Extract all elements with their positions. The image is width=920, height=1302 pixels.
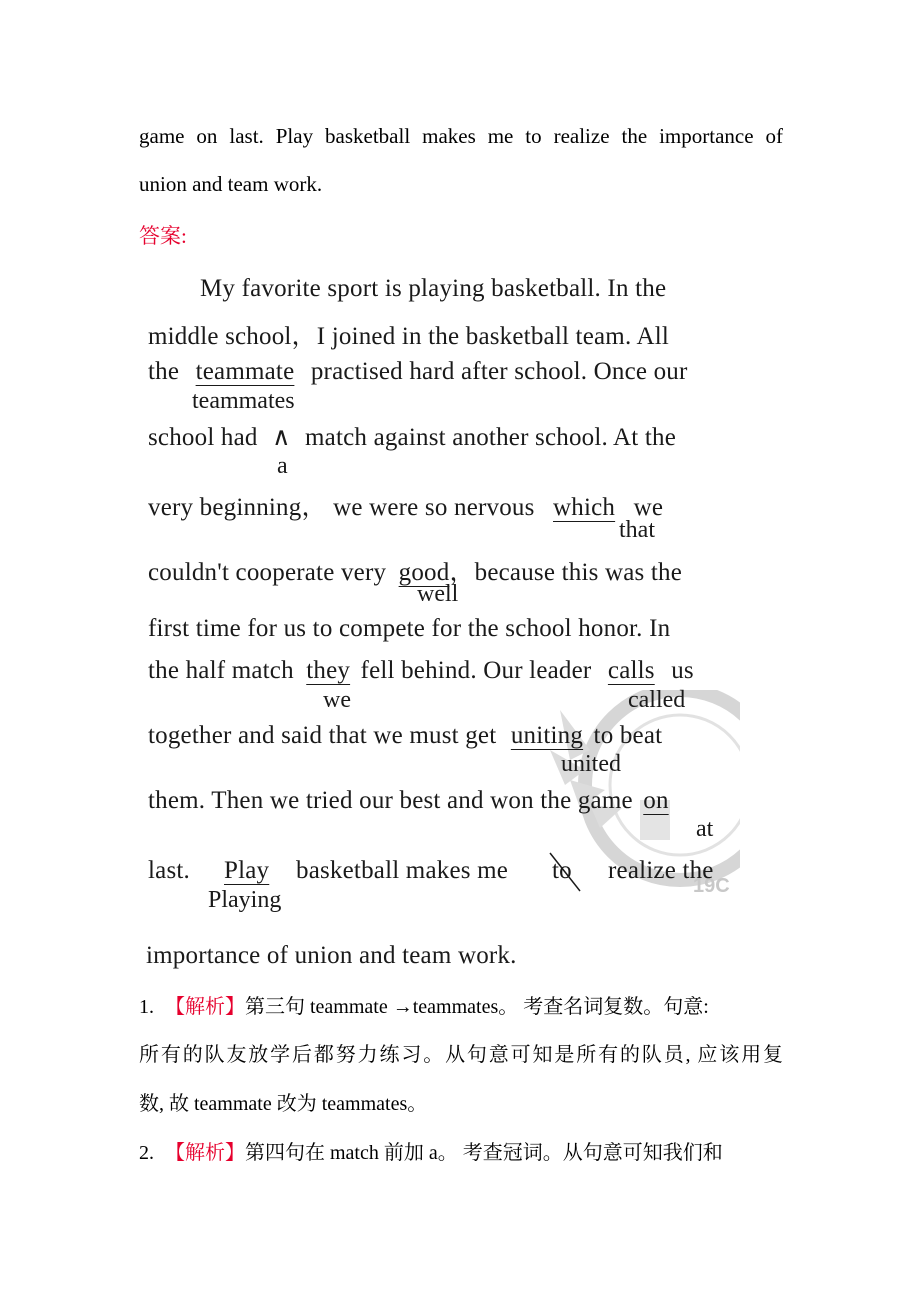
passage-line-2: middle school，I joined in the basketball team. All bbox=[148, 323, 670, 350]
correction-3: that bbox=[619, 517, 655, 543]
intro-line-1: game on last. Play basketball makes me to realize the importance of bbox=[139, 124, 783, 148]
explanation-tag: 【解析】 bbox=[165, 996, 245, 1018]
explanation-text: 第三句 teammate →teammates。 考查名词复数。句意: bbox=[245, 996, 709, 1018]
passage-text: the half match bbox=[148, 657, 294, 684]
passage-text: basketball makes me bbox=[296, 857, 509, 884]
correction-9: Playing bbox=[208, 887, 282, 913]
passage-text: couldn't cooperate very bbox=[148, 559, 387, 586]
passage-text: match against another school. At the bbox=[305, 424, 677, 451]
passage-text: we bbox=[633, 494, 664, 521]
explanation-number: 2. bbox=[139, 1142, 154, 1164]
deleted-word bbox=[552, 857, 572, 885]
error-word: uniting bbox=[510, 722, 584, 749]
correction-8: at bbox=[696, 816, 714, 842]
strike-slash-icon bbox=[546, 851, 590, 897]
error-word: teammate bbox=[195, 358, 295, 385]
passage-text: fell behind. Our leader bbox=[360, 657, 592, 684]
error-word: good bbox=[398, 559, 450, 586]
passage-line-12: importance of union and team work. bbox=[146, 942, 517, 969]
correction-1: teammates bbox=[192, 388, 295, 414]
passage-line-10 bbox=[148, 787, 669, 815]
passage-text: last. bbox=[148, 857, 190, 884]
passage-text: realize the bbox=[608, 857, 714, 884]
correction-5: we bbox=[323, 687, 351, 713]
svg-text:19C: 19C bbox=[693, 875, 730, 897]
passage-text: school had bbox=[148, 424, 258, 451]
passage-line-9 bbox=[148, 722, 662, 750]
passage-text: practised hard after school. Once our bbox=[310, 358, 688, 385]
intro-line-2: union and team work. bbox=[139, 172, 323, 196]
error-word: on bbox=[643, 787, 669, 814]
error-word: Play bbox=[224, 857, 270, 884]
error-word: they bbox=[306, 657, 351, 684]
passage-line-7: first time for us to compete for the school honor. In bbox=[148, 615, 671, 642]
passage-text: to beat bbox=[593, 722, 663, 749]
explanation-number: 1. bbox=[139, 996, 154, 1018]
answer-label: 答案: bbox=[139, 224, 187, 248]
correction-2: a bbox=[277, 453, 288, 479]
error-word: calls bbox=[607, 657, 655, 684]
passage-text: them. Then we tried our best and won the game bbox=[148, 787, 633, 814]
passage-line-1: My favorite sport is playing basketball. In the bbox=[200, 275, 667, 302]
insert-caret: ∧ bbox=[272, 424, 291, 451]
correction-7: united bbox=[561, 751, 621, 777]
passage-text: us bbox=[671, 657, 694, 684]
passage-text: the bbox=[148, 358, 180, 385]
deleted-word-text: to bbox=[552, 857, 572, 884]
error-word: which bbox=[553, 494, 616, 521]
correction-6: called bbox=[628, 687, 686, 713]
passage-line-3 bbox=[148, 358, 688, 386]
correction-4: well bbox=[417, 581, 459, 607]
passage-line-4 bbox=[148, 422, 676, 452]
passage-text: together and said that we must get bbox=[148, 722, 497, 749]
passage-line-11 bbox=[148, 857, 190, 885]
passage-line-5 bbox=[148, 487, 663, 523]
passage-text: very beginning， we were so nervous bbox=[148, 494, 535, 521]
passage-line-8 bbox=[148, 657, 694, 685]
passage-line-6 bbox=[148, 552, 682, 588]
explanation-text: 第四句在 match 前加 a。 考查冠词。从句意可知我们和 bbox=[245, 1142, 723, 1164]
explanation-1-line-2: 所有的队友放学后都努力练习。从句意可知是所有的队员, 应该用复 bbox=[139, 1044, 783, 1066]
passage-text: ，because this was the bbox=[449, 559, 683, 586]
explanation-tag: 【解析】 bbox=[165, 1142, 245, 1164]
explanation-1-line-3: 数, 故 teammate 改为 teammates。 bbox=[139, 1093, 428, 1115]
explanation-2-line-1 bbox=[139, 1136, 783, 1165]
explanation-1-line-1 bbox=[139, 990, 783, 1019]
